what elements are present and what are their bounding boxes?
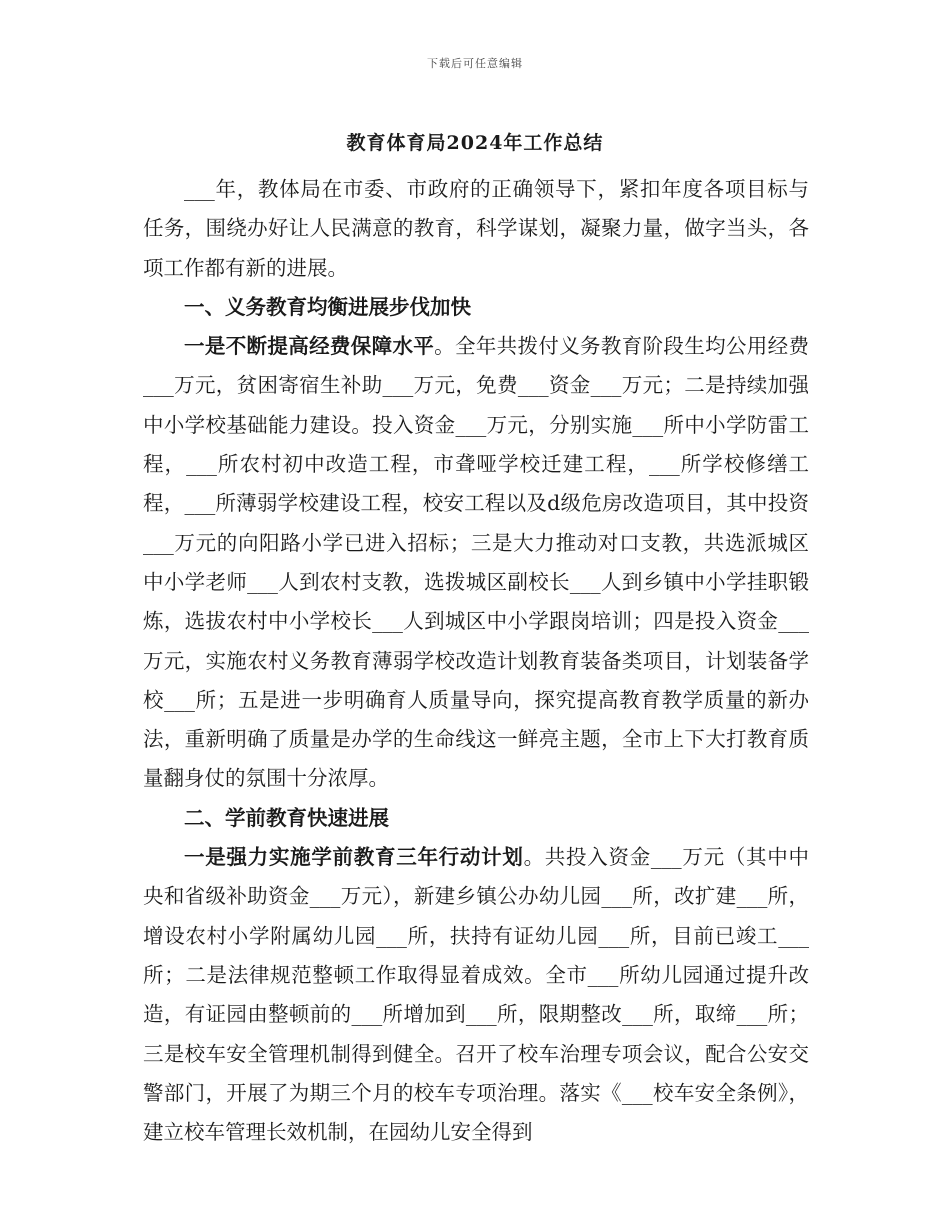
intro-paragraph: ___年，教体局在市委、市政府的正确领导下，紧扣年度各项目标与任务，围绕办好让人民满意的教育，科学谋划，凝聚力量，做字当头，各项工作都有新的进展。 bbox=[143, 177, 809, 280]
section1-body: 。全年共拨付义务教育阶段生均公用经费___万元，贫困寄宿生补助___万元，免费___资金___万元；二是持续加强中小学校基础能力建设。投入资金___万元，分别实施___所中小学防雷工程，___所农村初中改造工程，市聋哑学校迁建工程，___所学校修缮工程，___所薄弱学校建设工程，校安工程以及d级危房改造项目，其中投资___万元的向阳路小学已进入招标；三是大力推动对口支教，共选派城区中小学老师___人到农村支教，选拨城区副校长___人到乡镇中小学挂职锻炼，选拔农村中小学校长___人到城区中小学跟岗培训；四是投入资金___万元，实施农村义务教育薄弱学校改造计划教育装备类项目，计划装备学校___所；五是进一步明确育人质量导向，探究提高教育教学质量的新办法，重新明确了质量是办学的生命线这一鲜亮主题，全市上下大打教育质量翻身仗的氛围十分浓厚。 bbox=[143, 334, 810, 791]
section1-paragraph bbox=[143, 327, 809, 799]
section1-heading: 一、义务教育均衡进展步伐加快 bbox=[184, 294, 471, 319]
document-title: 教育体育局2024年工作总结 bbox=[346, 132, 604, 154]
document-body bbox=[143, 170, 809, 1152]
section2-body: 。共投入资金___万元（其中中央和省级补助资金___万元），新建乡镇公办幼儿园___所，改扩建___所，增设农村小学附属幼儿园___所，扶持有证幼儿园___所，目前已竣工___所；二是法律规范整顿工作取得显着成效。全市___所幼儿园通过提升改造，有证园由整顿前的___所增加到___所，限期整改___所，取缔___所；三是校车安全管理机制得到健全。召开了校车治理专项会议，配合公安交警部门，开展了为期三个月的校车专项治理。落实《___校车安全条例》，建立校车管理长效机制，在园幼儿安全得到 bbox=[143, 845, 810, 1145]
section2-heading: 二、学前教育快速进展 bbox=[184, 805, 389, 830]
section2-lead: 一是强力实施学前教育三年行动计划 bbox=[184, 845, 524, 870]
header-note: 下载后可任意编辑 bbox=[427, 57, 523, 70]
section1-lead: 一是不断提高经费保障水平 bbox=[184, 334, 435, 359]
section2-paragraph bbox=[143, 838, 809, 1152]
